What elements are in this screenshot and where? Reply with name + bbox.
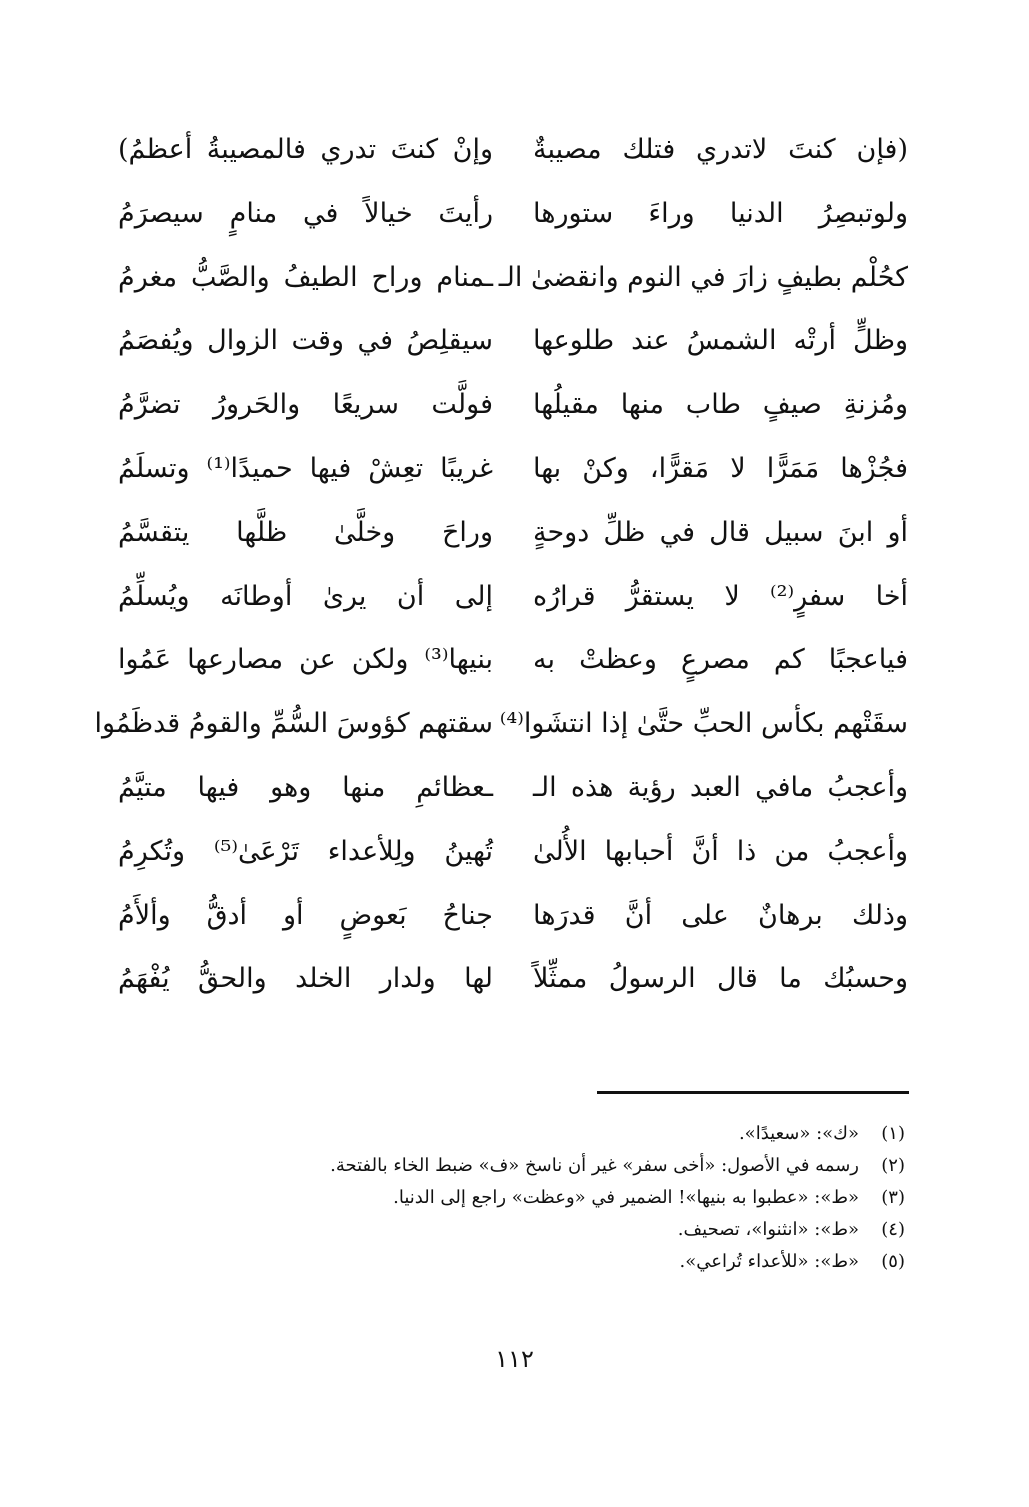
footnote (115, 1214, 905, 1246)
hemistich-right: وذلك برهانٌ على أنَّ قدرَها (533, 899, 908, 931)
verse (118, 638, 908, 702)
hemistich-right: وحسبُك ما قال الرسولُ ممثِّلاً (533, 963, 908, 995)
hemistich-left: رأيتَ خيالاً في منامٍ سيصرَمُ (118, 197, 493, 229)
hemistich-right: فجُزْها مَمَرًّا لا مَقرًّا، وكنْ بها (533, 452, 908, 484)
hemistich-left: ـمنام وراح الطيفُ والصَّبُّ مغرمُ (118, 261, 493, 293)
footnote-divider (597, 1091, 909, 1094)
hemistich-left: سيقلِصُ في وقت الزوال ويُفصَمُ (118, 325, 493, 357)
verse (118, 383, 908, 447)
hemistich-right: (فإن كنتَ لاتدري فتلك مصيبةٌ (533, 134, 908, 165)
hemistich-right: وظلٍّ أرتْه الشمسُ عند طلوعها (533, 325, 908, 357)
hemistich-left: وراحَ وخلَّىٰ ظلَّها يتقسَّمُ (118, 516, 493, 548)
hemistich-right: سقَتْهم بكأس الحبِّ حتَّىٰ إذا انتشَوا⁽⁴⁾ (499, 708, 908, 740)
poem (94, 128, 909, 1021)
hemistich-right: ولوتبصِرُ الدنيا وراءَ ستورها (533, 197, 908, 229)
hemistich-left: بنيها⁽³⁾ ولكن عن مصارعها عَمُوا (118, 644, 493, 676)
hemistich-right: كحُلْم بطيفٍ زارَ في النوم وانقضىٰ الـ (498, 261, 908, 293)
verse (94, 702, 908, 766)
footnote (115, 1182, 905, 1214)
footnote-text: «ط»: «للأعداء تُراعي». (679, 1251, 859, 1272)
verse (118, 830, 908, 894)
verse (118, 192, 908, 256)
hemistich-left: سقتهم كؤوسَ السُّمِّ والقومُ قدظَمُوا (94, 708, 493, 740)
hemistich-left: فولَّت سريعًا والحَرورُ تضرَّمُ (118, 389, 493, 421)
hemistich-left: وإنْ كنتَ تدري فالمصيبةُ أعظمُ) (118, 134, 493, 165)
footnotes (115, 1118, 905, 1278)
verse (118, 766, 908, 830)
footnote-text: رسمه في الأصول: «أخى سفر» غير أن ناسخ «ف» ضبط الخاء بالفتحة. (330, 1155, 859, 1176)
hemistich-left: تُهينُ ولِلأعداء تَرْعَىٰ⁽⁵⁾ وتُكرِمُ (118, 835, 494, 867)
hemistich-left: غريبًا تعِشْ فيها حميدًا⁽¹⁾ وتسلَمُ (118, 452, 493, 484)
verse (118, 511, 908, 575)
hemistich-left: ـعظائمِ منها وهو فيها متيَّمُ (118, 771, 493, 803)
footnote-text: «ط»: «عطبوا به بنيها»! الضمير في «وعظت» راجع إلى الدنيا. (393, 1187, 859, 1208)
hemistich-right: ومُزنةِ صيفٍ طاب منها مقيلُها (533, 389, 908, 421)
footnote-number: (٣) (881, 1187, 905, 1208)
verse (118, 575, 908, 639)
verse (118, 894, 908, 958)
verse (118, 319, 908, 383)
hemistich-right: وأعجبُ مافي العبد رؤية هذه الـ (533, 771, 908, 803)
footnote (115, 1118, 905, 1150)
verse (118, 256, 908, 320)
hemistich-right: أو ابنَ سبيل قال في ظلِّ دوحةٍ (533, 516, 908, 548)
hemistich-left: جناحُ بَعوضٍ أو أدقُّ وألأَمُ (118, 899, 493, 931)
footnote (115, 1246, 905, 1278)
hemistich-left: إلى أن يرىٰ أوطانَه ويُسلِّمُ (118, 580, 493, 612)
hemistich-left: لها ولدار الخلد والحقُّ يُفْهَمُ (118, 963, 493, 995)
footnote-number: (٤) (881, 1219, 905, 1240)
footnote (115, 1150, 905, 1182)
verse (118, 957, 908, 1021)
footnote-number: (٥) (881, 1251, 905, 1272)
footnote-text: «ك»: «سعيدًا». (738, 1123, 859, 1144)
page-number: ١١٢ (495, 1345, 534, 1373)
hemistich-right: فياعجبًا كم مصرعٍ وعظتْ به (533, 644, 908, 676)
hemistich-right: أخا سفرٍ⁽²⁾ لا يستقرُّ قرارُه (533, 580, 909, 612)
footnote-number: (٢) (881, 1155, 905, 1176)
verse (118, 447, 908, 511)
hemistich-right: وأعجبُ من ذا أنَّ أحبابها الأُلىٰ (533, 835, 908, 867)
verse (118, 128, 908, 192)
footnote-number: (١) (881, 1123, 905, 1144)
footnote-text: «ط»: «انثنوا»، تصحيف. (677, 1219, 859, 1240)
